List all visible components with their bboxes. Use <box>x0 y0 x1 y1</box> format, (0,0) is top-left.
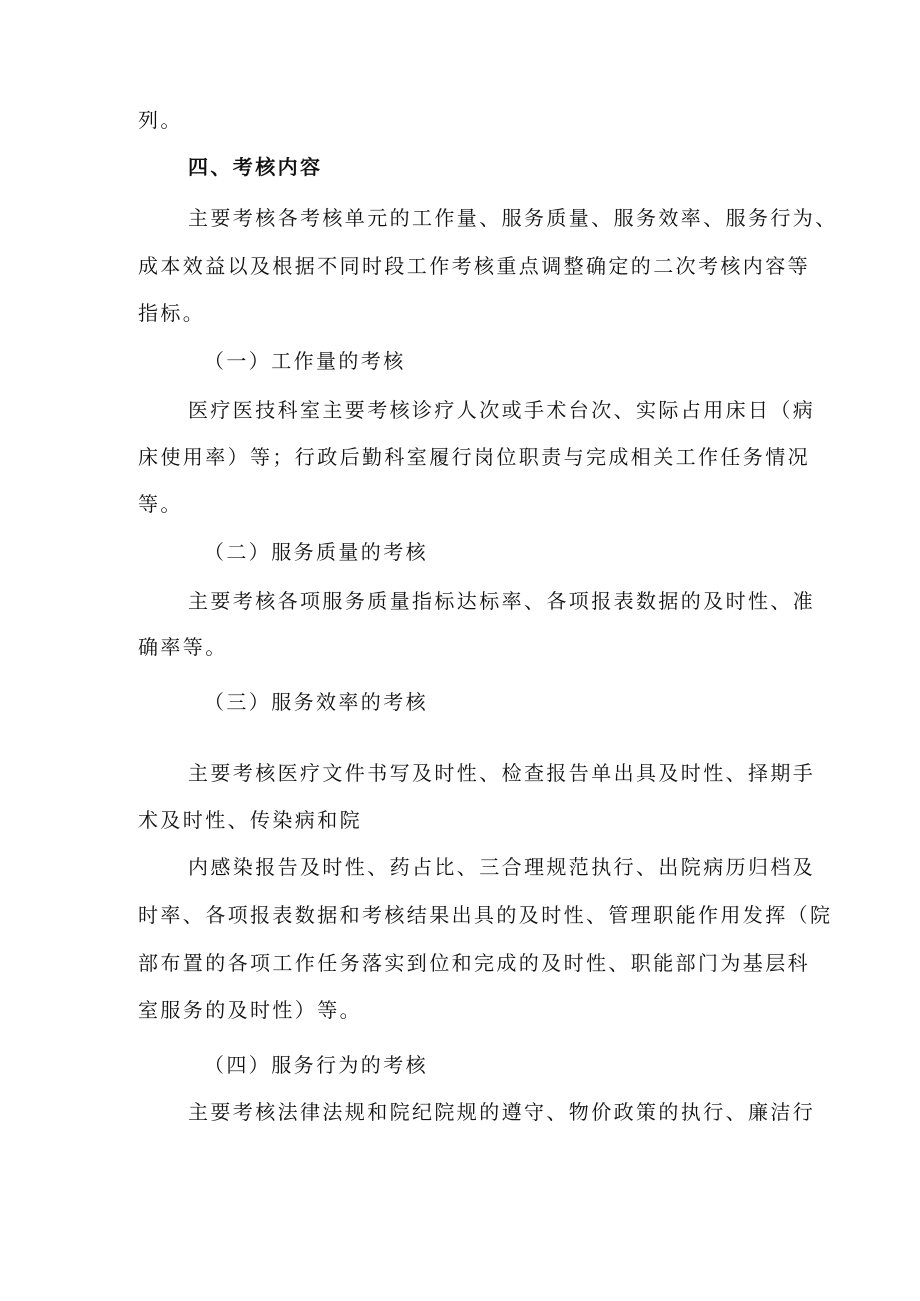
text-line: 室服务的及时性）等。 <box>138 998 362 1022</box>
text-line: 床使用率）等；行政后勤科室履行岗位职责与完成相关工作任务情况 <box>138 445 810 469</box>
text-line: 主要考核各项服务质量指标达标率、各项报表数据的及时性、准 <box>188 589 816 613</box>
text-line: 部布置的各项工作任务落实到位和完成的及时性、职能部门为基层科 <box>138 951 810 975</box>
text-line: 医疗医技科室主要考核诊疗人次或手术台次、实际占用床日（病 <box>188 398 816 422</box>
text-line: 主要考核各考核单元的工作量、服务质量、服务效率、服务行为、 <box>188 206 838 230</box>
text-line: 时率、各项报表数据和考核结果出具的及时性、管理职能作用发挥（院 <box>138 903 833 927</box>
text-line: 主要考核医疗文件书写及时性、检查报告单出具及时性、择期手 <box>188 761 816 785</box>
text-line: 指标。 <box>138 301 206 325</box>
text-line: 列。 <box>138 108 183 132</box>
section-heading: 四、考核内容 <box>188 155 323 179</box>
subsection-heading: （二）服务质量的考核 <box>204 540 428 564</box>
subsection-heading: （四）服务行为的考核 <box>204 1053 428 1077</box>
text-line: 主要考核法律法规和院纪院规的遵守、物价政策的执行、廉洁行 <box>188 1100 816 1124</box>
text-line: 成本效益以及根据不同时段工作考核重点调整确定的二次考核内容等 <box>138 254 810 278</box>
text-line: 等。 <box>138 492 183 516</box>
subsection-heading: （一）工作量的考核 <box>204 349 406 373</box>
subsection-heading: （三）服务效率的考核 <box>204 690 428 714</box>
text-line: 确率等。 <box>138 635 228 659</box>
text-line: 术及时性、传染病和院 <box>138 808 362 832</box>
text-line: 内感染报告及时性、药占比、三合理规范执行、出院病历归档及 <box>188 855 816 879</box>
